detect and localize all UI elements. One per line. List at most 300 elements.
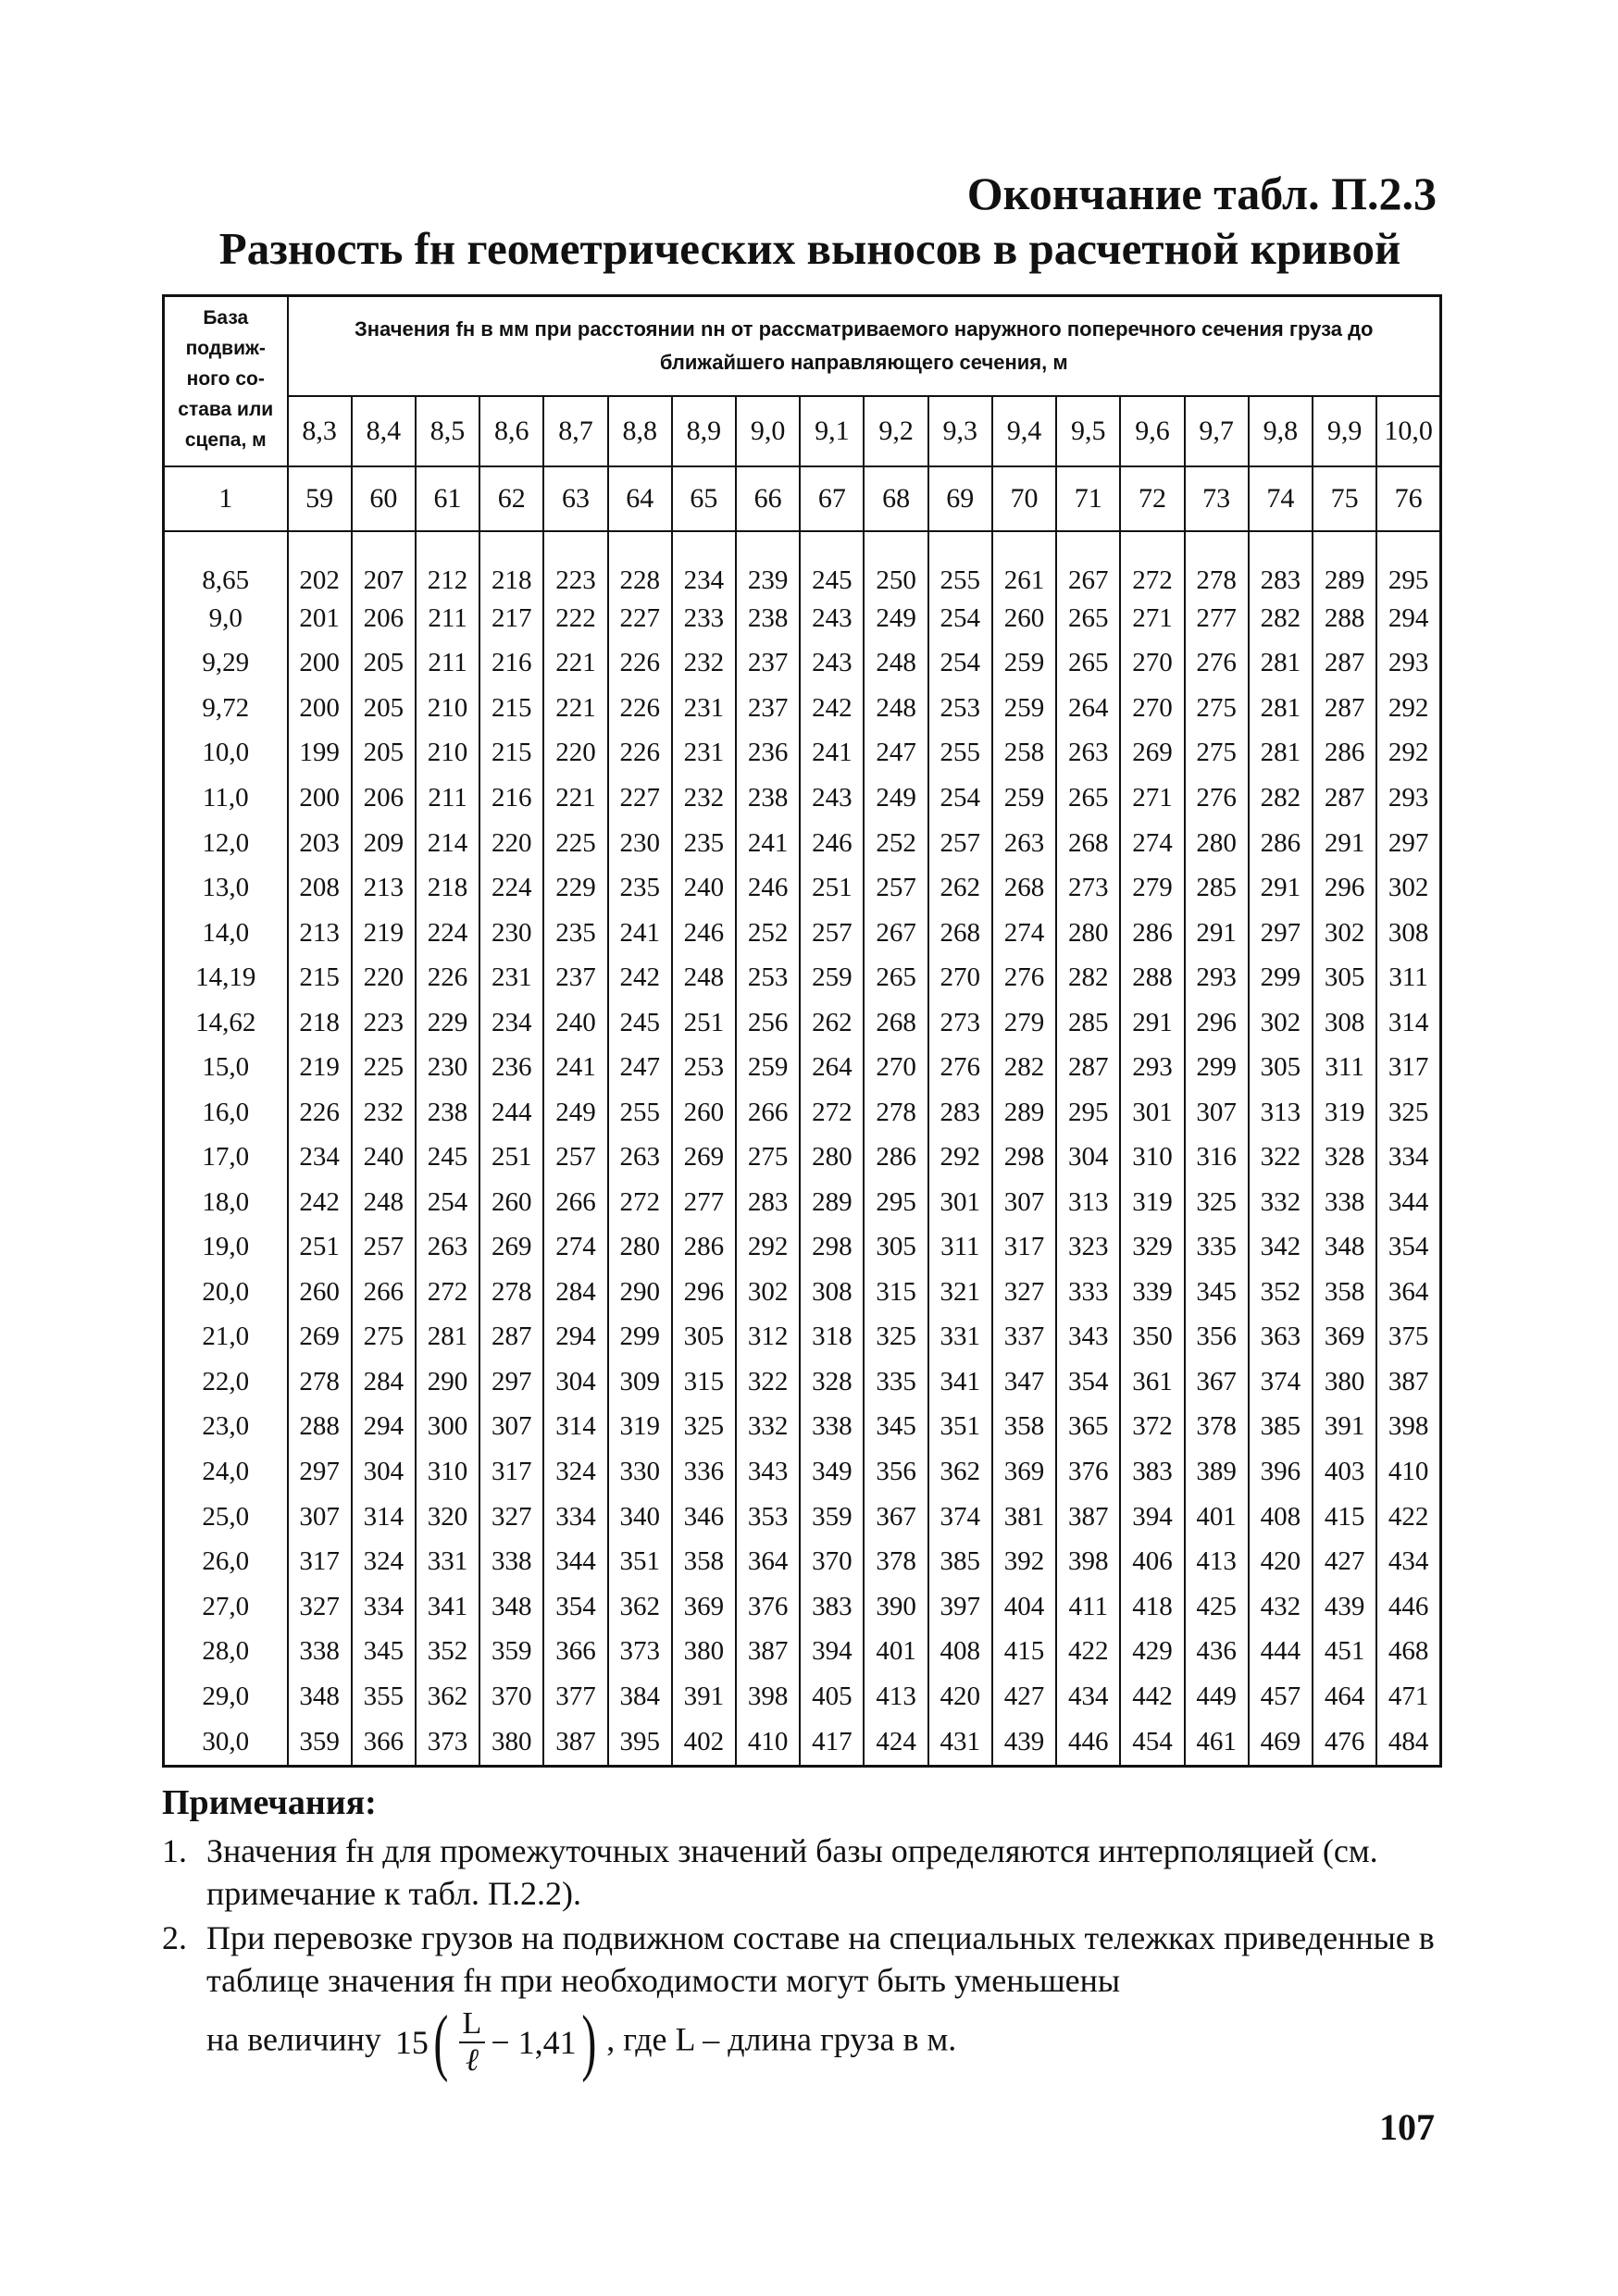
value-cell: 249: [864, 596, 927, 641]
value-cell: 255: [608, 1090, 672, 1136]
value-cell: 307: [479, 1405, 543, 1450]
value-cell: 291: [1249, 865, 1313, 911]
value-cell: 395: [608, 1719, 672, 1766]
value-cell: 272: [1120, 531, 1184, 597]
value-cell: 240: [672, 865, 736, 911]
value-cell: 334: [543, 1495, 607, 1540]
value-cell: 213: [352, 865, 416, 911]
value-cell: 363: [1249, 1315, 1313, 1360]
value-cell: 253: [736, 955, 800, 1000]
base-cell: 25,0: [164, 1495, 288, 1540]
value-cell: 374: [928, 1495, 992, 1540]
right-paren: ): [580, 2002, 596, 2083]
value-cell: 274: [1120, 821, 1184, 866]
value-cell: 291: [1313, 821, 1376, 866]
distance-header-cell: 10,0: [1376, 396, 1440, 466]
value-cell: 243: [800, 596, 864, 641]
value-cell: 401: [1185, 1495, 1249, 1540]
distance-header-row: [164, 396, 1441, 466]
value-cell: 246: [736, 865, 800, 911]
value-cell: 308: [800, 1270, 864, 1315]
value-cell: 289: [800, 1180, 864, 1225]
value-cell: 422: [1376, 1495, 1440, 1540]
value-cell: 422: [1056, 1629, 1120, 1674]
value-cell: 281: [1249, 731, 1313, 776]
value-cell: 330: [608, 1449, 672, 1495]
value-cell: 277: [672, 1180, 736, 1225]
base-header-line: База: [203, 307, 249, 329]
value-cell: 262: [928, 865, 992, 911]
base-header-line: става или: [178, 399, 274, 420]
value-cell: 270: [928, 955, 992, 1000]
value-cell: 381: [992, 1495, 1056, 1540]
base-cell: 11,0: [164, 776, 288, 821]
value-cell: 294: [543, 1315, 607, 1360]
value-cell: 205: [352, 641, 416, 687]
notes-section: [162, 1781, 1439, 2083]
value-cell: 304: [1056, 1135, 1120, 1180]
value-cell: 257: [800, 911, 864, 956]
value-cell: 362: [608, 1584, 672, 1630]
value-cell: 442: [1120, 1674, 1184, 1719]
value-cell: 232: [672, 641, 736, 687]
value-cell: 240: [352, 1135, 416, 1180]
formula-suffix: , где L – длина груза в м.: [606, 2020, 957, 2058]
value-cell: 427: [1313, 1539, 1376, 1584]
base-cell: 29,0: [164, 1674, 288, 1719]
value-cell: 358: [1313, 1270, 1376, 1315]
value-cell: 331: [416, 1539, 479, 1584]
base-cell: 23,0: [164, 1405, 288, 1450]
value-cell: 324: [543, 1449, 607, 1495]
base-header-line: ного со-: [186, 368, 265, 390]
value-cell: 269: [1120, 731, 1184, 776]
value-cell: 444: [1249, 1629, 1313, 1674]
distance-header-cell: 8,3: [288, 396, 352, 466]
formula-fraction: [459, 2006, 486, 2079]
note-number: 2.: [162, 1919, 187, 1956]
value-cell: 260: [288, 1270, 352, 1315]
note-2: [162, 1917, 1439, 2083]
value-cell: 266: [543, 1180, 607, 1225]
value-cell: 254: [416, 1180, 479, 1225]
value-cell: 269: [288, 1315, 352, 1360]
value-cell: 274: [543, 1225, 607, 1271]
value-cell: 268: [864, 1000, 927, 1046]
table-row: [164, 1449, 1441, 1495]
index-value-cell: 65: [672, 466, 736, 531]
value-cell: 215: [479, 686, 543, 731]
value-cell: 285: [1185, 865, 1249, 911]
distance-span-header: Значения fн в мм при расстоянии nн от рассматриваемого наружного поперечного сечения груза до ближайшего направляющего сечения, м: [288, 296, 1441, 396]
value-cell: 283: [928, 1090, 992, 1136]
value-cell: 225: [543, 821, 607, 866]
value-cell: 341: [416, 1584, 479, 1630]
value-cell: 344: [1376, 1180, 1440, 1225]
value-cell: 295: [1376, 531, 1440, 597]
value-cell: 338: [800, 1405, 864, 1450]
value-cell: 271: [1120, 596, 1184, 641]
value-cell: 319: [1313, 1090, 1376, 1136]
value-cell: 206: [352, 596, 416, 641]
value-cell: 272: [416, 1270, 479, 1315]
value-cell: 300: [416, 1405, 479, 1450]
value-cell: 449: [1185, 1674, 1249, 1719]
value-cell: 208: [288, 865, 352, 911]
value-cell: 314: [1376, 1000, 1440, 1046]
value-cell: 238: [736, 776, 800, 821]
value-cell: 312: [736, 1315, 800, 1360]
value-cell: 372: [1120, 1405, 1184, 1450]
value-cell: 325: [672, 1405, 736, 1450]
value-cell: 273: [1056, 865, 1120, 911]
value-cell: 218: [416, 865, 479, 911]
value-cell: 233: [672, 596, 736, 641]
value-cell: 268: [992, 865, 1056, 911]
table-row: [164, 641, 1441, 687]
value-cell: 401: [864, 1629, 927, 1674]
value-cell: 263: [608, 1135, 672, 1180]
value-cell: 365: [1056, 1405, 1120, 1450]
value-cell: 226: [608, 686, 672, 731]
value-cell: 471: [1376, 1674, 1440, 1719]
value-cell: 311: [1313, 1045, 1376, 1090]
value-cell: 339: [1120, 1270, 1184, 1315]
header-row-span: [164, 296, 1441, 396]
value-cell: 237: [736, 641, 800, 687]
value-cell: 250: [864, 531, 927, 597]
value-cell: 384: [608, 1674, 672, 1719]
value-cell: 392: [992, 1539, 1056, 1584]
value-cell: 225: [352, 1045, 416, 1090]
value-cell: 248: [864, 641, 927, 687]
value-cell: 335: [1185, 1225, 1249, 1271]
index-value-cell: 64: [608, 466, 672, 531]
value-cell: 358: [672, 1539, 736, 1584]
index-value-cell: 60: [352, 466, 416, 531]
value-cell: 236: [479, 1045, 543, 1090]
value-cell: 385: [1249, 1405, 1313, 1450]
value-cell: 317: [992, 1225, 1056, 1271]
value-cell: 351: [928, 1405, 992, 1450]
note-text: Значения fн для промежуточных значений базы определяются интерполяцией (см. примечание к табл. П.2.2).: [206, 1832, 1378, 1912]
value-cell: 305: [672, 1315, 736, 1360]
value-cell: 335: [864, 1359, 927, 1405]
value-cell: 308: [1313, 1000, 1376, 1046]
value-cell: 469: [1249, 1719, 1313, 1766]
value-cell: 298: [800, 1225, 864, 1271]
value-cell: 307: [1185, 1090, 1249, 1136]
value-cell: 231: [672, 731, 736, 776]
base-header-line: сцепа, м: [184, 429, 267, 451]
base-cell: 30,0: [164, 1719, 288, 1766]
value-cell: 254: [928, 776, 992, 821]
value-cell: 328: [800, 1359, 864, 1405]
value-cell: 249: [864, 776, 927, 821]
value-cell: 353: [736, 1495, 800, 1540]
value-cell: 446: [1376, 1584, 1440, 1630]
value-cell: 199: [288, 731, 352, 776]
table-row: [164, 1135, 1441, 1180]
index-value-cell: 76: [1376, 466, 1440, 531]
value-cell: 240: [543, 1000, 607, 1046]
value-cell: 282: [1249, 596, 1313, 641]
value-cell: 375: [1376, 1315, 1440, 1360]
value-cell: 367: [1185, 1359, 1249, 1405]
value-cell: 370: [800, 1539, 864, 1584]
value-cell: 340: [608, 1495, 672, 1540]
value-cell: 348: [1313, 1225, 1376, 1271]
value-cell: 226: [416, 955, 479, 1000]
value-cell: 293: [1185, 955, 1249, 1000]
value-cell: 276: [992, 955, 1056, 1000]
value-cell: 359: [800, 1495, 864, 1540]
fraction-denominator: ℓ: [465, 2043, 479, 2078]
value-cell: 271: [1120, 776, 1184, 821]
value-cell: 263: [416, 1225, 479, 1271]
value-cell: 287: [1313, 776, 1376, 821]
base-cell: 24,0: [164, 1449, 288, 1495]
index-value-cell: 71: [1056, 466, 1120, 531]
index-label-cell: 1: [164, 466, 288, 531]
value-cell: 261: [992, 531, 1056, 597]
value-cell: 302: [736, 1270, 800, 1315]
value-cell: 289: [992, 1090, 1056, 1136]
value-cell: 377: [543, 1674, 607, 1719]
index-value-cell: 59: [288, 466, 352, 531]
value-cell: 380: [479, 1719, 543, 1766]
value-cell: 229: [416, 1000, 479, 1046]
value-cell: 369: [992, 1449, 1056, 1495]
index-value-cell: 62: [479, 466, 543, 531]
value-cell: 297: [1249, 911, 1313, 956]
value-cell: 282: [1056, 955, 1120, 1000]
value-cell: 248: [864, 686, 927, 731]
value-cell: 369: [672, 1584, 736, 1630]
note-number: 1.: [162, 1832, 187, 1869]
value-cell: 291: [1120, 1000, 1184, 1046]
distance-header-cell: 9,2: [864, 396, 927, 466]
value-cell: 285: [1056, 1000, 1120, 1046]
value-cell: 361: [1120, 1359, 1184, 1405]
value-cell: 259: [992, 776, 1056, 821]
value-cell: 260: [479, 1180, 543, 1225]
value-cell: 327: [479, 1495, 543, 1540]
value-cell: 286: [864, 1135, 927, 1180]
value-cell: 234: [288, 1135, 352, 1180]
value-cell: 288: [288, 1405, 352, 1450]
value-cell: 411: [1056, 1584, 1120, 1630]
table-row: [164, 1000, 1441, 1046]
value-cell: 358: [992, 1405, 1056, 1450]
value-cell: 237: [543, 955, 607, 1000]
value-cell: 406: [1120, 1539, 1184, 1584]
value-cell: 391: [1313, 1405, 1376, 1450]
value-cell: 275: [352, 1315, 416, 1360]
value-cell: 221: [543, 776, 607, 821]
value-cell: 290: [416, 1359, 479, 1405]
value-cell: 246: [800, 821, 864, 866]
value-cell: 352: [416, 1629, 479, 1674]
value-cell: 374: [1249, 1359, 1313, 1405]
value-cell: 275: [1185, 686, 1249, 731]
value-cell: 319: [608, 1405, 672, 1450]
value-cell: 355: [352, 1674, 416, 1719]
value-cell: 317: [1376, 1045, 1440, 1090]
index-value-cell: 67: [800, 466, 864, 531]
fraction-numerator: L: [459, 2006, 486, 2043]
value-cell: 241: [736, 821, 800, 866]
index-value-cell: 61: [416, 466, 479, 531]
base-cell: 14,19: [164, 955, 288, 1000]
value-cell: 207: [352, 531, 416, 597]
value-cell: 318: [800, 1315, 864, 1360]
value-cell: 221: [543, 686, 607, 731]
value-cell: 404: [992, 1584, 1056, 1630]
value-cell: 264: [800, 1045, 864, 1090]
value-cell: 258: [992, 731, 1056, 776]
value-cell: 205: [352, 686, 416, 731]
value-cell: 366: [543, 1629, 607, 1674]
value-cell: 410: [736, 1719, 800, 1766]
value-cell: 315: [672, 1359, 736, 1405]
value-cell: 220: [352, 955, 416, 1000]
base-cell: 26,0: [164, 1539, 288, 1584]
value-cell: 227: [608, 776, 672, 821]
value-cell: 297: [288, 1449, 352, 1495]
value-cell: 413: [1185, 1539, 1249, 1584]
value-cell: 276: [928, 1045, 992, 1090]
value-cell: 345: [864, 1405, 927, 1450]
value-cell: 248: [672, 955, 736, 1000]
value-cell: 277: [1185, 596, 1249, 641]
value-cell: 398: [1376, 1405, 1440, 1450]
value-cell: 385: [928, 1539, 992, 1584]
value-cell: 231: [672, 686, 736, 731]
distance-header-cell: 9,5: [1056, 396, 1120, 466]
value-cell: 405: [800, 1674, 864, 1719]
value-cell: 257: [928, 821, 992, 866]
value-cell: 289: [1313, 531, 1376, 597]
value-cell: 295: [864, 1180, 927, 1225]
index-value-cell: 66: [736, 466, 800, 531]
value-cell: 319: [1120, 1180, 1184, 1225]
distance-header-cell: 9,9: [1313, 396, 1376, 466]
value-cell: 282: [1249, 776, 1313, 821]
value-cell: 338: [479, 1539, 543, 1584]
value-cell: 245: [800, 531, 864, 597]
value-cell: 338: [288, 1629, 352, 1674]
value-cell: 218: [479, 531, 543, 597]
base-cell: 9,29: [164, 641, 288, 687]
formula-prefix: на величину: [206, 2020, 381, 2058]
value-cell: 301: [928, 1180, 992, 1225]
value-cell: 259: [992, 641, 1056, 687]
value-cell: 359: [288, 1719, 352, 1766]
value-cell: 232: [352, 1090, 416, 1136]
value-cell: 370: [479, 1674, 543, 1719]
table-row: [164, 1225, 1441, 1271]
value-cell: 270: [864, 1045, 927, 1090]
value-cell: 275: [1185, 731, 1249, 776]
value-cell: 446: [1056, 1719, 1120, 1766]
value-cell: 220: [479, 821, 543, 866]
value-cell: 238: [736, 596, 800, 641]
distance-header-cell: 9,3: [928, 396, 992, 466]
value-cell: 398: [736, 1674, 800, 1719]
value-cell: 203: [288, 821, 352, 866]
value-cell: 201: [288, 596, 352, 641]
value-cell: 288: [1313, 596, 1376, 641]
value-cell: 200: [288, 641, 352, 687]
table-row: [164, 1045, 1441, 1090]
data-table: [162, 294, 1442, 1768]
value-cell: 403: [1313, 1449, 1376, 1495]
value-cell: 331: [928, 1315, 992, 1360]
value-cell: 341: [928, 1359, 992, 1405]
value-cell: 283: [736, 1180, 800, 1225]
value-cell: 380: [1313, 1359, 1376, 1405]
distance-header-cell: 8,9: [672, 396, 736, 466]
value-cell: 332: [1249, 1180, 1313, 1225]
value-cell: 265: [864, 955, 927, 1000]
formula-tail: − 1,41: [491, 2024, 577, 2061]
value-cell: 461: [1185, 1719, 1249, 1766]
base-cell: 17,0: [164, 1135, 288, 1180]
formula-coefficient: 15: [394, 2024, 429, 2061]
value-cell: 202: [288, 531, 352, 597]
value-cell: 329: [1120, 1225, 1184, 1271]
value-cell: 230: [416, 1045, 479, 1090]
table-row: [164, 1270, 1441, 1315]
value-cell: 383: [800, 1584, 864, 1630]
value-cell: 292: [928, 1135, 992, 1180]
value-cell: 251: [479, 1135, 543, 1180]
value-cell: 376: [1056, 1449, 1120, 1495]
base-header-line: подвиж-: [185, 338, 266, 359]
value-cell: 366: [352, 1719, 416, 1766]
index-value-cell: 72: [1120, 466, 1184, 531]
distance-header-cell: 9,6: [1120, 396, 1184, 466]
value-cell: 278: [1185, 531, 1249, 597]
value-cell: 397: [928, 1584, 992, 1630]
value-cell: 245: [608, 1000, 672, 1046]
value-cell: 305: [1249, 1045, 1313, 1090]
table-row: [164, 865, 1441, 911]
value-cell: 264: [1056, 686, 1120, 731]
value-cell: 221: [543, 641, 607, 687]
value-cell: 211: [416, 641, 479, 687]
value-cell: 350: [1120, 1315, 1184, 1360]
value-cell: 398: [1056, 1539, 1120, 1584]
value-cell: 387: [1376, 1359, 1440, 1405]
table-row: [164, 1090, 1441, 1136]
value-cell: 257: [543, 1135, 607, 1180]
value-cell: 454: [1120, 1719, 1184, 1766]
value-cell: 267: [864, 911, 927, 956]
distance-header-cell: 8,7: [543, 396, 607, 466]
value-cell: 302: [1376, 865, 1440, 911]
value-cell: 205: [352, 731, 416, 776]
value-cell: 348: [288, 1674, 352, 1719]
value-cell: 217: [479, 596, 543, 641]
value-cell: 274: [992, 911, 1056, 956]
value-cell: 280: [1056, 911, 1120, 956]
value-cell: 241: [543, 1045, 607, 1090]
value-cell: 214: [416, 821, 479, 866]
value-cell: 243: [800, 641, 864, 687]
value-cell: 364: [736, 1539, 800, 1584]
